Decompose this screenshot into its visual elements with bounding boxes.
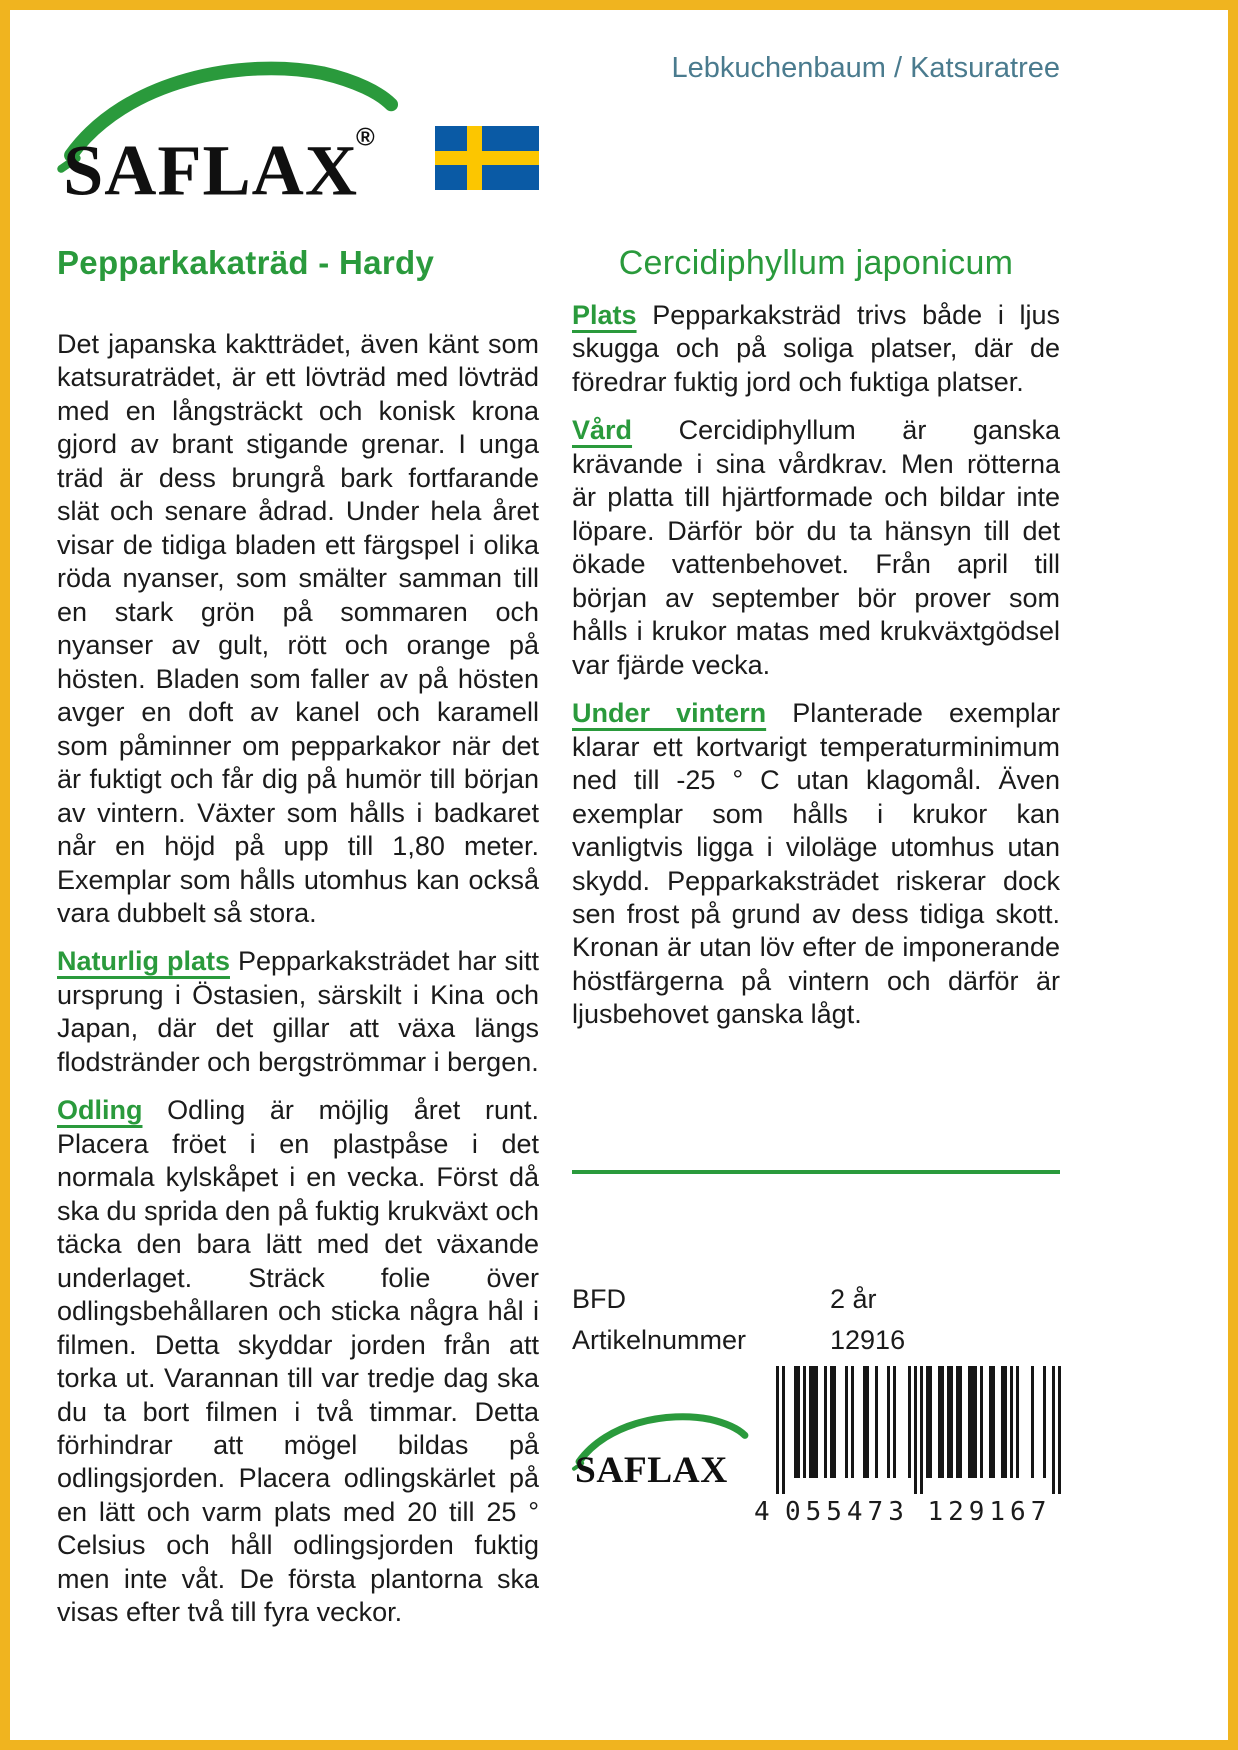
section-label-vard: Vård bbox=[572, 415, 633, 446]
latin-name: Cercidiphyllum japonicum bbox=[618, 244, 1014, 282]
section-label-odling: Odling bbox=[57, 1095, 143, 1126]
barcode-main bbox=[776, 1366, 1061, 1527]
saflax-logo-small bbox=[572, 1397, 754, 1493]
meta-label-bfd: BFD bbox=[572, 1283, 626, 1314]
sweden-flag-icon bbox=[435, 126, 539, 190]
barcode-bars bbox=[776, 1366, 1061, 1494]
section-plats bbox=[572, 299, 1060, 399]
brand-wordmark: SAFLAX bbox=[63, 130, 359, 211]
barcode bbox=[754, 1366, 1061, 1527]
section-text-vard: Cercidiphyllum är ganska krävande i sina vårdkrav. Men rötterna är platta till hjärtformade och bildar inte löpare. Därför bör du ta hänsyn till det ökade vattenbehovet. Från april till början av september bör prover som hålls i krukor matas med krukväxtgödsel var fjärde vecka. bbox=[572, 415, 1060, 680]
section-text-odling: Odling är möjlig året runt. Placera fröet i en plastpåse i det normala kylskåpet i en vecka. Först då ska du sprida den på fuktig krukväxt och täcka den bara lätt med det växande underlaget. Sträck folie över odlingsbehållaren och sticka några hål i filmen. Detta skyddar jorden från att torka ut. Varannan till var tredje dag ska du ta bort filmen i två timmar. Detta förhindrar att mögel bildas på odlingsjorden. Placera odlingskärlet på en lätt och varm plats med 20 till 25 ° Celsius och håll odlingsjorden fuktig men inte våt. De första plantorna ska visas efter två till fyra veckor. bbox=[57, 1095, 539, 1628]
meta-value-artikelnummer: 12916 bbox=[830, 1324, 906, 1355]
section-vard bbox=[572, 414, 1060, 682]
header bbox=[57, 40, 1060, 211]
section-label-naturlig-plats: Naturlig plats bbox=[57, 946, 230, 977]
section-text-plats: Pepparkaksträd trivs både i ljus skugga och på soliga platser, där de föredrar fuktig jord och fuktiga platser. bbox=[572, 300, 1060, 397]
saflax-logo-big bbox=[57, 40, 539, 211]
meta-label-artikelnummer: Artikelnummer bbox=[572, 1324, 747, 1355]
green-divider bbox=[572, 1170, 1060, 1174]
section-naturlig-plats bbox=[57, 945, 539, 1079]
meta-row-bfd bbox=[572, 1284, 1060, 1315]
content-columns bbox=[57, 244, 1060, 1645]
saflax-logo-graphic bbox=[57, 40, 409, 211]
section-label-under-vintern: Under vintern bbox=[572, 698, 767, 729]
barcode-digits-right: 129167 bbox=[927, 1496, 1052, 1527]
barcode-digits bbox=[776, 1497, 1061, 1527]
barcode-row bbox=[754, 1366, 1061, 1527]
right-column bbox=[572, 244, 1060, 1645]
meta-value-bfd: 2 år bbox=[830, 1283, 877, 1314]
common-names-title: Lebkuchenbaum / Katsuratree bbox=[671, 52, 1060, 84]
section-text-under-vintern: Planterade exemplar klarar ett kortvarigt temperaturminimum ned till -25 ° C utan klagomål. Även exemplar som hålls i krukor kan vanligtvis ligga i viloläge utomhus utan skydd. Pepparkaksträdet riskerar dock sen frost på grund av dess tidiga skott. Kronan är utan löv efter de imponerande höstfärgerna på vintern och därför är ljusbehovet ganska lågt. bbox=[572, 698, 1060, 1030]
left-column bbox=[57, 244, 539, 1645]
flag-cross-horizontal bbox=[435, 151, 539, 165]
meta-row-artikelnummer bbox=[572, 1325, 1060, 1356]
section-label-plats: Plats bbox=[572, 300, 637, 330]
section-odling bbox=[57, 1094, 539, 1630]
brand-wordmark-small: SAFLAX bbox=[575, 1449, 728, 1491]
barcode-lead-digit: 4 bbox=[754, 1496, 770, 1527]
product-title: Pepparkakaträd - Hardy bbox=[57, 244, 435, 281]
bottom-row bbox=[572, 1366, 1060, 1527]
meta-table bbox=[572, 1284, 1060, 1356]
barcode-digits-left: 055473 bbox=[784, 1496, 909, 1527]
intro-paragraph: Det japanska kaktträdet, även känt som katsuraträdet, är ett lövträd med lövträd med en långsträckt och konisk krona gjord av brant stigande grenar. I unga träd är dess brungrå bark fortfarande slät och senare ådrad. Under hela året visar de tidiga bladen ett färgspel i olika röda nyanser, som smälter samman till en stark grön på sommaren och nyanser av gult, rött och orange på hösten. Bladen som faller av på hösten avger en doft av kanel och karamell som påminner om pepparkakor när det är fuktigt och får dig på humör till början av vintern. Växter som hålls i badkaret når en höjd på upp till 1,80 meter. Exemplar som hålls utomhus kan också vara dubbelt så stora. bbox=[57, 329, 539, 928]
registered-trademark-icon: ® bbox=[356, 123, 375, 152]
section-text-naturlig-plats: Pepparkaksträdet har sitt ursprung i Östasien, särskilt i Kina och Japan, där det gillar att växa längs flodstränder och bergströmmar i bergen. bbox=[57, 946, 539, 1077]
section-under-vintern bbox=[572, 697, 1060, 1032]
